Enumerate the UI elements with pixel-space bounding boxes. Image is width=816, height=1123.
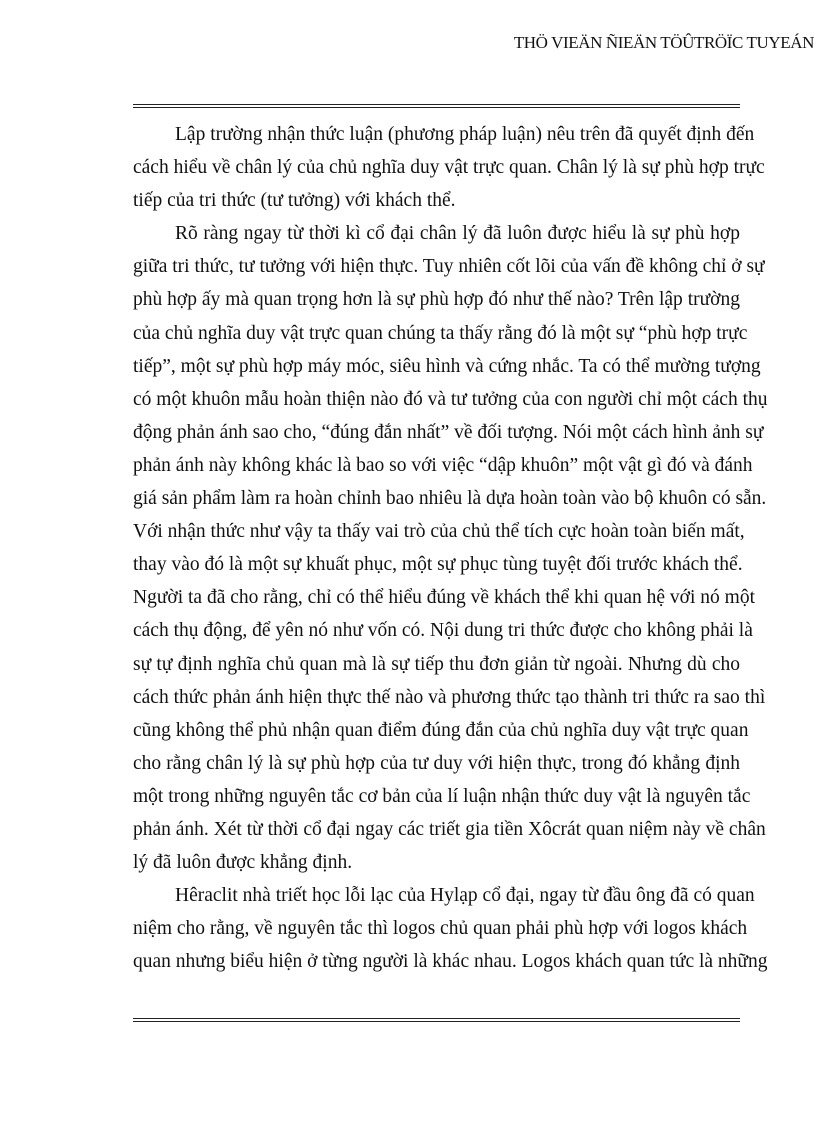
text-line: một trong những nguyên tắc cơ bản của lí luận nhận thức duy vật là nguyên tắc: [133, 785, 751, 807]
text-line: thay vào đó là một sự khuất phục, một sự phục tùng tuyệt đối trước khách thể.: [133, 554, 743, 576]
text-line: Lập trường nhận thức luận (phương pháp luận) nêu trên đã quyết định đến: [175, 124, 755, 145]
text-line: Hêraclit nhà triết học lỗi lạc của Hylạp cổ đại, ngay từ đầu ông đã có quan: [175, 885, 755, 907]
text-line: cách hiểu về chân lý của chủ nghĩa duy vật trực quan. Chân lý là sự phù hợp trực: [133, 157, 765, 179]
paragraph: [133, 217, 768, 879]
footer-divider: [133, 1018, 740, 1022]
text-line: cũng không thể phủ nhận quan điểm đúng đắn của chủ nghĩa duy vật trực quan: [133, 719, 749, 741]
text-line: của chủ nghĩa duy vật trực quan chúng ta thấy rằng đó là một sự “phù hợp trực: [133, 322, 748, 344]
text-line: cách thụ động, để yên nó như vốn có. Nội dung tri thức được cho không phải là: [133, 620, 753, 642]
text-line: tiếp của tri thức (tư tưởng) với khách thể.: [133, 190, 456, 212]
text-line: lý đã luôn được khẳng định.: [133, 852, 353, 874]
paragraph: [133, 879, 768, 978]
text-line: niệm cho rằng, về nguyên tắc thì logos chủ quan phải phù hợp với logos khách: [133, 918, 748, 940]
text-line: phù hợp ấy mà quan trọng hơn là sự phù hợp đó như thế nào? Trên lập trường: [133, 289, 740, 311]
text-line: phản ánh. Xét từ thời cổ đại ngay các triết gia tiền Xôcrát quan niệm này về chân: [133, 818, 766, 840]
text-line: động phản ánh sao cho, “đúng đắn nhất” về đối tượng. Nói một cách hình ảnh sự: [133, 421, 764, 443]
text-line: cho rằng chân lý là sự phù hợp của tư duy với hiện thực, trong đó khẳng định: [133, 752, 740, 774]
text-line: cách thức phản ánh hiện thực thế nào và phương thức tạo thành tri thức ra sao thì: [133, 686, 766, 708]
page-header-title: THÖ VIEÄN ÑIEÄN TÖÛTRÖÏC TUYEÁN: [513, 33, 814, 52]
text-line: quan nhưng biểu hiện ở từng người là khác nhau. Logos khách quan tức là những: [133, 951, 768, 973]
text-line: có một khuôn mẫu hoàn thiện nào đó và tư tưởng của con người chỉ một cách thụ: [133, 388, 768, 410]
text-line: Với nhận thức như vậy ta thấy vai trò của chủ thể tích cực hoàn toàn biến mất,: [133, 521, 745, 543]
text-line: sự tự định nghĩa chủ quan mà là sự tiếp thu đơn giản từ ngoài. Nhưng dù cho: [133, 653, 740, 675]
header-divider: [133, 104, 740, 108]
text-line: giữa tri thức, tư tưởng với hiện thực. Tuy nhiên cốt lõi của vấn đề không chỉ ở sự: [133, 256, 765, 278]
document-body: [133, 118, 768, 978]
text-line: phản ánh này không khác là bao so với việc “dập khuôn” một vật gì đó và đánh: [133, 454, 753, 476]
paragraph: [133, 118, 765, 217]
text-line: tiếp”, một sự phù hợp máy móc, siêu hình và cứng nhắc. Ta có thể mường tượng: [133, 355, 761, 377]
text-line: Người ta đã cho rằng, chỉ có thể hiểu đúng về khách thể khi quan hệ với nó một: [133, 587, 755, 609]
text-line: giá sản phẩm làm ra hoàn chỉnh bao nhiêu là dựa hoàn toàn vào bộ khuôn có sẵn.: [133, 488, 767, 510]
text-line: Rõ ràng ngay từ thời kì cổ đại chân lý đã luôn được hiểu là sự phù hợp: [175, 223, 740, 245]
